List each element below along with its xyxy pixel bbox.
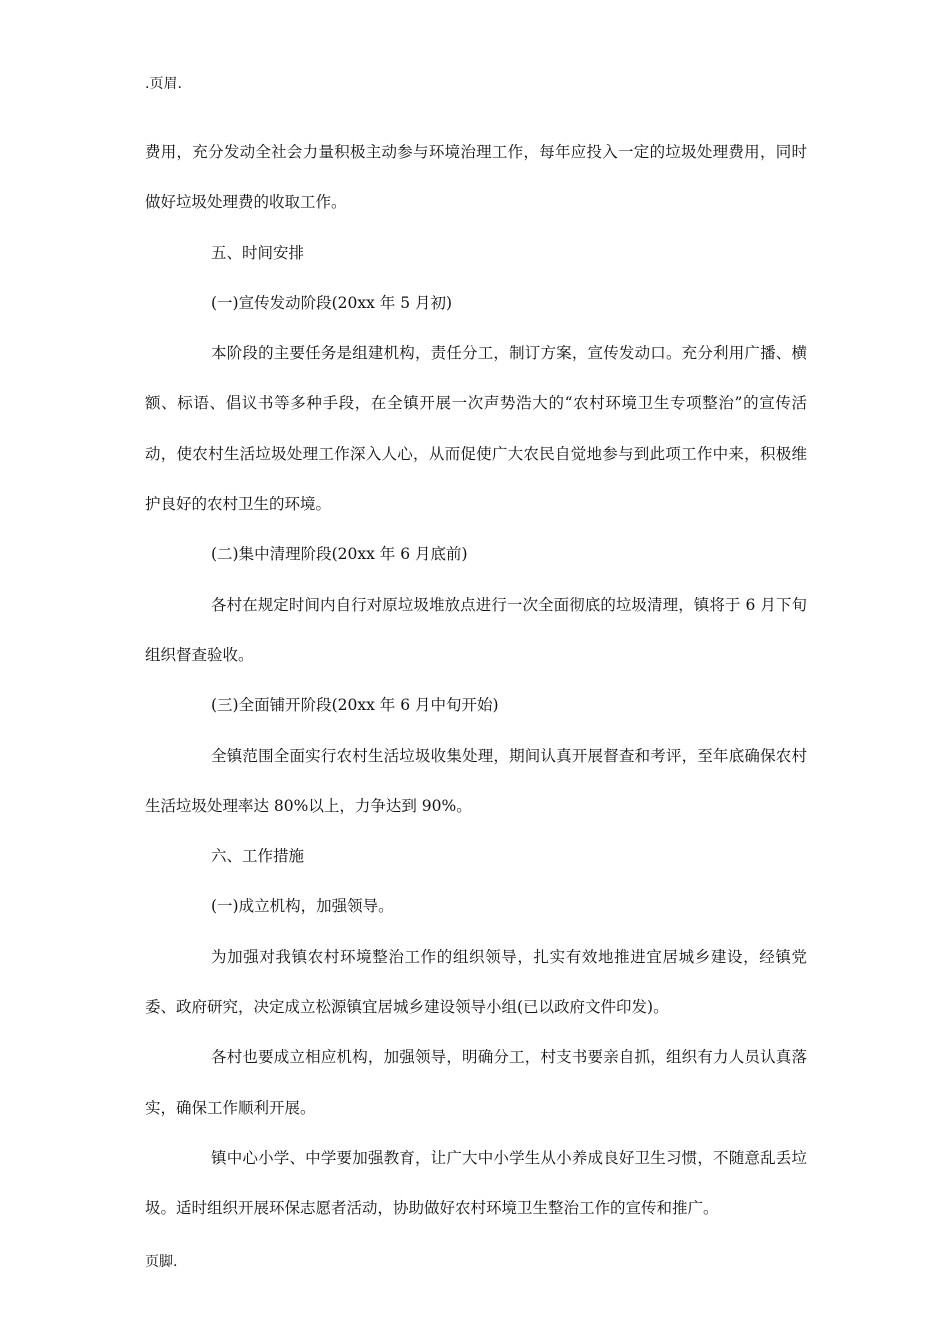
section-heading-work-measures: 六、工作措施	[211, 847, 305, 866]
section-heading-time-schedule: 五、时间安排	[211, 243, 305, 262]
subheading-cleanup-stage: (二)集中清理阶段(20xx 年 6 月底前)	[211, 545, 468, 564]
page-header: .页眉.	[145, 76, 182, 92]
paragraph: 各村在规定时间内自行对原垃圾堆放点进行一次全面彻底的垃圾清理，镇将于 6 月下旬组织督查验收。	[145, 595, 807, 664]
paragraph: 各村也要成立相应机构，加强领导，明确分工，村支书要亲自抓，组织有力人员认真落实，确保工作顺利开展。	[145, 1048, 807, 1117]
subheading-establish-organization: (一)成立机构，加强领导。	[211, 897, 394, 916]
subheading-rollout-stage: (三)全面铺开阶段(20xx 年 6 月中旬开始)	[211, 696, 499, 715]
paragraph: 费用，充分发动全社会力量积极主动参与环境治理工作，每年应投入一定的垃圾处理费用，同时做好垃圾处理费的收取工作。	[145, 143, 807, 212]
document-body	[145, 127, 807, 1234]
subheading-publicity-stage: (一)宣传发动阶段(20xx 年 5 月初)	[211, 293, 453, 312]
paragraph: 全镇范围全面实行农村生活垃圾收集处理，期间认真开展督查和考评，至年底确保农村生活垃圾处理率达 80%以上，力争达到 90%。	[145, 746, 807, 815]
page-footer: 页脚.	[145, 1254, 178, 1270]
paragraph: 本阶段的主要任务是组建机构，责任分工，制订方案，宣传发动口。充分利用广播、横额、标语、倡议书等多种手段，在全镇开展一次声势浩大的“农村环境卫生专项整治”的宣传活动，使农村生活垃圾处理工作深入人心，从而促使广大农民自觉地参与到此项工作中来，积极维护良好的农村卫生的环境。	[145, 344, 807, 514]
paragraph: 镇中心小学、中学要加强教育，让广大中小学生从小养成良好卫生习惯，不随意乱丢垃圾。适时组织开展环保志愿者活动，协助做好农村环境卫生整治工作的宣传和推广。	[145, 1148, 807, 1218]
paragraph: 为加强对我镇农村环境整治工作的组织领导，扎实有效地推进宜居城乡建设，经镇党委、政府研究，决定成立松源镇宜居城乡建设领导小组(已以政府文件印发)。	[145, 947, 807, 1017]
